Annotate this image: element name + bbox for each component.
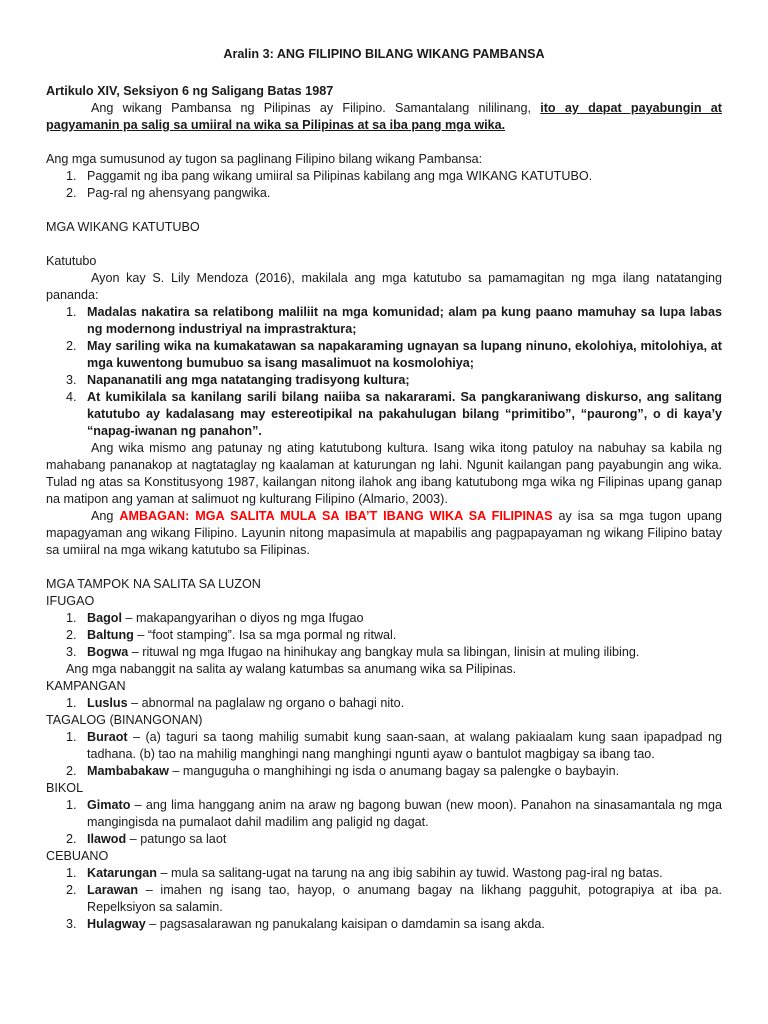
article-paragraph xyxy=(46,100,722,134)
list-item: 1. Paggamit ng iba pang wikang umiiral sa Pilipinas kabilang ang mga WIKANG KATUTUBO. xyxy=(66,169,593,183)
list-item: 2. May sariling wika na kumakatawan sa napakaraming ugnayan sa lupang ninuno, ekolohiya, mitolohiya, at mga kuwentong bumubuo sa isang masalimuot na kosmolohiya; xyxy=(66,339,722,370)
lesson-title: Aralin 3: ANG FILIPINO BILANG WIKANG PAMBANSA xyxy=(223,47,545,61)
katutubo-paragraph-1: Ang wika mismo ang patunay ng ating katutubong kultura. Isang wika itong patuloy na nabuhay sa kabila ng mahabang pananakop at nagtataglay ng kaalaman at katurungan ng lahi. Ngunit kailangan pang payabungin ang wika. Tulad ng atas sa Konstitusyong 1987, kailangan nitong ilahok ang ibang katutubong mga wika ng Filipinas upang ganap na matipon ang yaman at salimuot ng kulturang Filipino (Almario, 2003). xyxy=(46,441,722,506)
list-item: 2. Larawan – imahen ng isang tao, hayop, o anumang bagay na likhang pagguhit, potograpiya at iba pa. Repelksiyon sa salamin. xyxy=(66,883,722,914)
list-item: 1. Luslus – abnormal na paglalaw ng organo o bahagi nito. xyxy=(66,696,405,710)
article-text: Ang wikang Pambansa ng Pilipinas ay Filipino. Samantalang nililinang, xyxy=(91,101,541,115)
katutubo-paragraph-2: Ang AMBAGAN: MGA SALITA MULA SA IBA’T IBANG WIKA SA FILIPINAS ay isa sa mga tugon upang mapagyaman ang wikang Filipino. Layunin nitong mapasimula at mapabilis ang pagpapayaman ng wikang Filipino batay sa umiiral na mga wikang katutubo sa Filipinas. xyxy=(46,509,722,557)
list-item: 2. Mambabakaw – manguguha o manghihingi ng isda o anumang bagay sa palengke o baybayin. xyxy=(66,764,620,778)
kampangan-list xyxy=(46,695,722,712)
list-item: 1. Gimato – ang lima hanggang anim na araw ng bagong buwan (new moon). Panahon na sinasamantala ng mga mangingisda na pumalaot dahil madilim ang paligid ng dagat. xyxy=(66,798,722,829)
section-heading-wikang-katutubo: MGA WIKANG KATUTUBO xyxy=(46,220,200,234)
list-item: 1. Bagol – makapangyarihan o diyos ng mga Ifugao xyxy=(66,611,364,625)
document-page xyxy=(46,46,722,933)
list-item: 3. Hulagway – pagsasalarawan ng panukalang kaisipan o damdamin sa isang akda. xyxy=(66,917,545,931)
katutubo-list xyxy=(46,304,722,440)
tugon-list xyxy=(46,168,722,202)
tagalog-list xyxy=(46,729,722,780)
tugon-heading: Ang mga sumusunod ay tugon sa paglinang Filipino bilang wikang Pambansa: xyxy=(46,152,483,166)
cebuano-list xyxy=(46,865,722,933)
ambagan-highlight: AMBAGAN: MGA SALITA MULA SA IBA’T IBANG WIKA SA FILIPINAS xyxy=(119,509,553,523)
list-item: 3. Napananatili ang mga natatanging tradisyong kultura; xyxy=(66,373,410,387)
subheading-katutubo: Katutubo xyxy=(46,254,97,268)
language-heading-kampangan: KAMPANGAN xyxy=(46,679,126,693)
article-underlined-text: ito ay dapat payabungin at pagyamanin pa salig sa umiiral na wika sa Pilipinas at sa iba pang mga wika. xyxy=(46,101,723,132)
list-item: 4. At kumikilala sa kanilang sarili bilang naiiba sa nakararami. Sa pangkaraniwang diskurso, ang salitang katutubo ay kadalasang may estereotipikal na pakahulugan bilang “primitibo”, “paurong”, o di kaya’y “napag-iwanan ng panahon”. xyxy=(66,390,722,438)
language-heading-tagalog: TAGALOG (BINANGONAN) xyxy=(46,713,203,727)
article-heading: Artikulo XIV, Seksiyon 6 ng Saligang Batas 1987 xyxy=(46,84,334,98)
katutubo-intro: Ayon kay S. Lily Mendoza (2016), makilala ang mga katutubo sa pamamagitan ng mga ilang natatanging pananda: xyxy=(46,271,722,302)
language-heading-bikol: BIKOL xyxy=(46,781,84,795)
list-item: 1. Buraot – (a) taguri sa taong mahilig sumabit kung saan-saan, at walang pakiaalam kung saan ipapadpad ng tadhana. (b) tao na mahilig manghingi nang manghingi ngunti ayaw o bantulot magbigay sa ibang tao. xyxy=(66,730,722,761)
list-item: 2. Pag-ral ng ahensyang pangwika. xyxy=(66,186,271,200)
bikol-list xyxy=(46,797,722,848)
ifugao-list xyxy=(46,610,722,661)
language-heading-ifugao: IFUGAO xyxy=(46,594,95,608)
list-item: 1. Katarungan – mula sa salitang-ugat na tarung na ang ibig sabihin ay tuwid. Wastong pag-iral ng batas. xyxy=(66,866,663,880)
language-heading-cebuano: CEBUANO xyxy=(46,849,109,863)
list-item: 3. Bogwa – rituwal ng mga Ifugao na hinihukay ang bangkay mula sa libingan, linisin at muling ilibing. xyxy=(66,645,640,659)
section-heading-luzon: MGA TAMPOK NA SALITA SA LUZON xyxy=(46,577,261,591)
list-item: 2. Ilawod – patungo sa laot xyxy=(66,832,227,846)
ifugao-note: Ang mga nabanggit na salita ay walang katumbas sa anumang wika sa Pilipinas. xyxy=(66,662,517,676)
list-item: 2. Baltung – “foot stamping”. Isa sa mga pormal ng ritwal. xyxy=(66,628,397,642)
list-item: 1. Madalas nakatira sa relatibong maliliit na mga komunidad; alam pa kung paano mamuhay sa lupa labas ng modernong industriyal na imprastraktura; xyxy=(66,305,722,336)
